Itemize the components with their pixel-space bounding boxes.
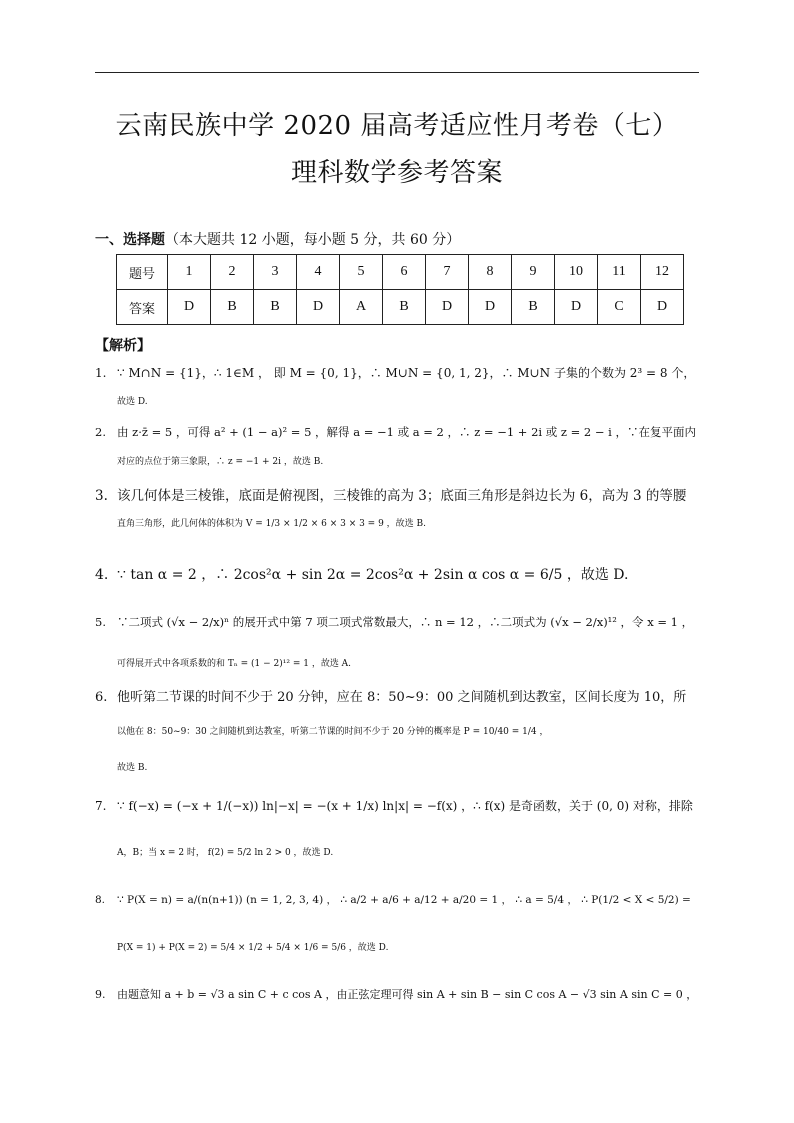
table-cell: 6 <box>383 255 426 290</box>
solution-2-line-1 <box>95 424 705 440</box>
table-cell: 11 <box>598 255 641 290</box>
solution-number: 9. <box>95 988 106 1001</box>
solution-text: 由题意知 a + b = √3 a sin C + c cos A ，由正弦定理可得 sin A + sin B − sin C cos A − √3 sin A sin C = 0 ， <box>117 988 698 1001</box>
table-cell: D <box>641 290 684 325</box>
solution-number: 5. <box>95 615 106 629</box>
solution-number: 1. <box>95 366 107 380</box>
solution-1-line-1 <box>95 364 705 381</box>
solution-text: ∵ M∩N = {1}，∴ 1∈M ， 即 M = {0, 1}，∴ M∪N = {0, 1, 2}，∴ M∪N 子集的个数为 2³ = 8 个， <box>117 366 696 380</box>
table-cell: 3 <box>254 255 297 290</box>
solution-3-line-1 <box>95 484 705 504</box>
table-cell: B <box>383 290 426 325</box>
table-cell: D <box>297 290 340 325</box>
solution-text: ∵ tan α = 2 ，∴ 2cos²α + sin 2α = 2cos²α + 2sin α cos α = 6/5 ，故选 D. <box>117 567 629 583</box>
table-header-number: 题号 <box>117 255 168 290</box>
table-row-numbers <box>117 255 684 290</box>
table-cell: A <box>340 290 383 325</box>
table-cell: B <box>512 290 555 325</box>
table-cell: D <box>555 290 598 325</box>
solution-number: 8. <box>95 894 106 906</box>
table-cell: B <box>254 290 297 325</box>
solution-3-line-2: 直角三角形，此几何体的体积为 V = 1/3 × 1/2 × 6 × 3 × 3 = 9 ，故选 B. <box>117 519 427 529</box>
page-title: 云南民族中学 2020 届高考适应性月考卷（七） <box>115 111 679 141</box>
section-label: 一、选择题 <box>95 232 165 248</box>
solution-5-line-1 <box>95 614 705 630</box>
solution-text: ∵ f(−x) = (−x + 1/(−x)) ln|−x| = −(x + 1/x) ln|x| = −f(x) ，∴ f(x) 是奇函数，关于 (0, 0) 对称，排除 <box>117 799 693 813</box>
table-cell: 12 <box>641 255 684 290</box>
solution-text: ∵ P(X = n) = a/(n(n+1)) (n = 1, 2, 3, 4) ， ∴ a/2 + a/6 + a/12 + a/20 = 1 ， ∴ a = 5/4 ， ∴ P(1/2 < X < 5/2) = <box>117 894 691 906</box>
section-heading <box>95 229 460 249</box>
table-cell: 7 <box>426 255 469 290</box>
solution-5-line-2: 可得展开式中各项系数的和 Tₙ = (1 − 2)¹² = 1 ，故选 A. <box>117 659 352 669</box>
answer-table <box>116 254 684 325</box>
solution-2-line-2: 对应的点位于第三象限，∴ z = −1 + 2i ，故选 B. <box>117 457 324 467</box>
solution-number: 3. <box>95 488 108 504</box>
table-cell: D <box>426 290 469 325</box>
table-cell: D <box>168 290 211 325</box>
solution-number: 6. <box>95 690 108 705</box>
top-rule <box>95 72 699 73</box>
page-subtitle: 理科数学参考答案 <box>290 158 503 188</box>
solution-number: 4. <box>95 567 109 583</box>
table-cell: C <box>598 290 641 325</box>
table-cell: 8 <box>469 255 512 290</box>
solution-text: 他听第二节课的时间不少于 20 分钟，应在 8：50~9：00 之间随机到达教室，区间长度为 10，所 <box>117 690 687 705</box>
table-cell: D <box>469 290 512 325</box>
solution-6-line-3: 故选 B. <box>117 763 148 773</box>
table-cell: 10 <box>555 255 598 290</box>
solution-8-line-1 <box>95 892 705 907</box>
table-cell: 1 <box>168 255 211 290</box>
solution-1-line-2: 故选 D. <box>117 397 148 407</box>
table-cell: 4 <box>297 255 340 290</box>
solution-7-line-1 <box>95 797 705 814</box>
solution-4-line-1 <box>95 564 705 584</box>
solution-text: 由 z·z̄ = 5 ，可得 a² + (1 − a)² = 5 ，解得 a = −1 或 a = 2 ，∴ z = −1 + 2i 或 z = 2 − i ，∵在复平面内 <box>117 425 697 439</box>
table-row-answers <box>117 290 684 325</box>
analysis-label: 【解析】 <box>95 338 151 354</box>
table-header-answer: 答案 <box>117 290 168 325</box>
solution-7-line-2: A，B；当 x = 2 时， f(2) = 5/2 ln 2 > 0 ，故选 D. <box>117 848 334 858</box>
solution-6-line-1 <box>95 686 705 705</box>
solution-9-line-1 <box>95 986 705 1002</box>
solution-number: 2. <box>95 425 106 439</box>
table-cell: 2 <box>211 255 254 290</box>
table-cell: B <box>211 290 254 325</box>
solution-text: ∵二项式 (√x − 2/x)ⁿ 的展开式中第 7 项二项式常数最大，∴ n = 12 ，∴二项式为 (√x − 2/x)¹² ，令 x = 1 ， <box>117 615 694 629</box>
solution-text: 该几何体是三棱锥，底面是俯视图，三棱锥的高为 3；底面三角形是斜边长为 6，高为 3 的等腰 <box>117 488 687 504</box>
solution-number: 7. <box>95 799 107 813</box>
solution-6-line-2: 以他在 8：50~9：30 之间随机到达教室，听第二节课的时间不少于 20 分钟的概率是 P = 10/40 = 1/4 ， <box>117 727 549 737</box>
table-cell: 9 <box>512 255 555 290</box>
table-cell: 5 <box>340 255 383 290</box>
solution-8-line-2: P(X = 1) + P(X = 2) = 5/4 × 1/2 + 5/4 × 1/6 = 5/6 ，故选 D. <box>117 943 389 953</box>
section-note: （本大题共 12 小题，每小题 5 分，共 60 分） <box>165 232 461 248</box>
